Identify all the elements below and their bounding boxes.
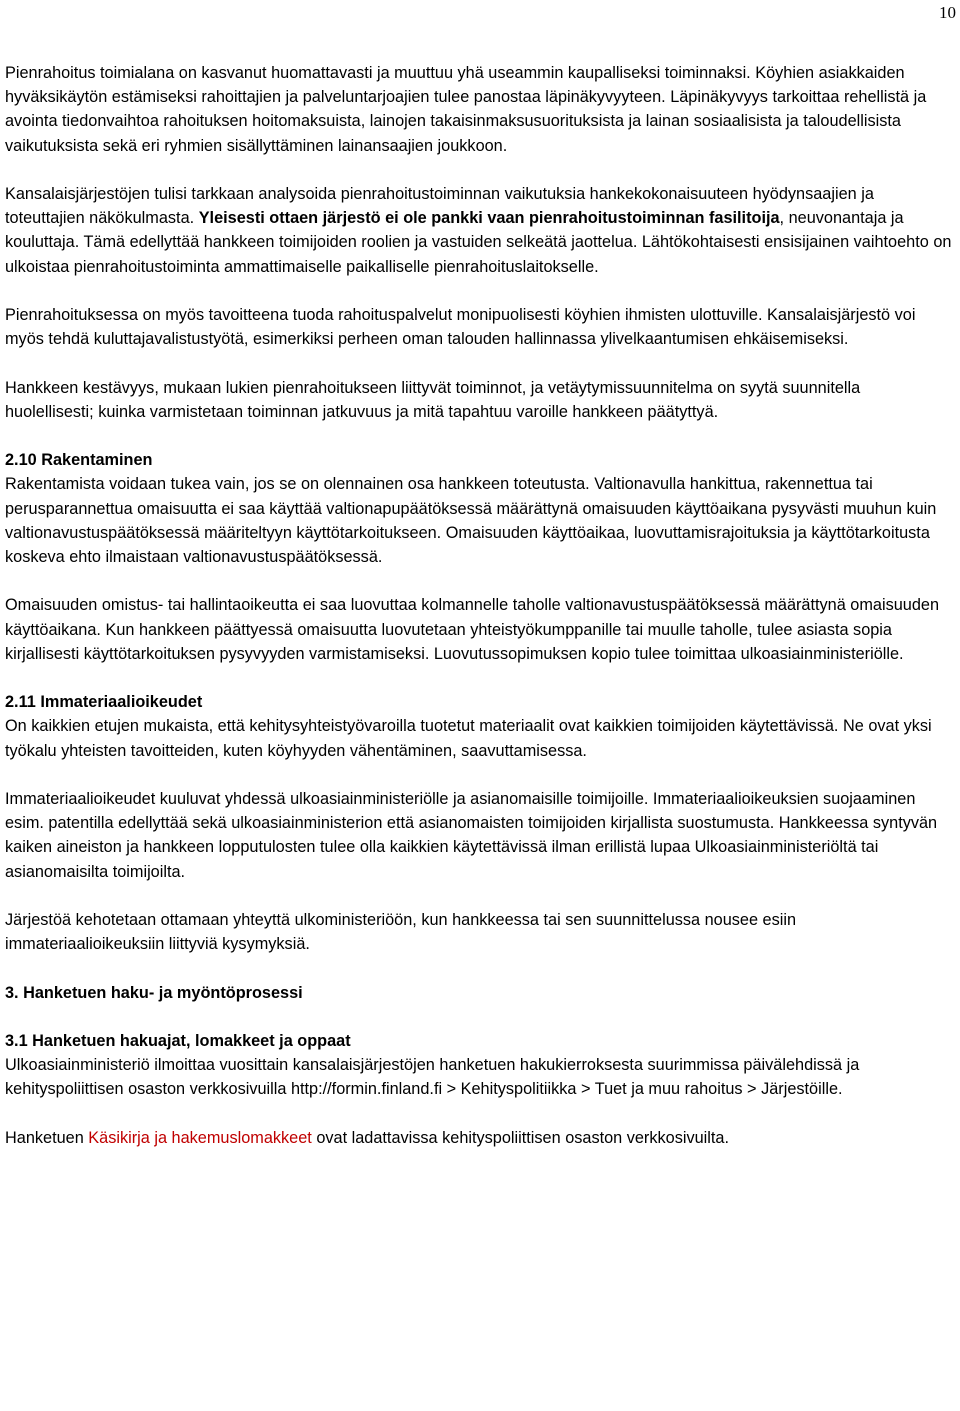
emphasis-text: Yleisesti ottaen järjestö ei ole pankki vaan pienrahoitustoiminnan fasilitoija	[198, 209, 780, 228]
document-body	[5, 61, 953, 1150]
section-heading-application: 3.1 Hanketuen hakuajat, lomakkeet ja oppaat	[5, 1031, 351, 1050]
paragraph-microfinance-2	[5, 182, 953, 279]
page-number: 10	[939, 3, 956, 22]
paragraph-text: Kansalaisjärjestöjen tulisi tarkkaan analysoida pienrahoitustoiminnan vaikutuksia hankekokonaisuuteen hyödynsaajien ja toteuttajien näkökulmasta.	[5, 185, 874, 228]
paragraph-microfinance-4: Hankkeen kestävyys, mukaan lukien pienrahoitukseen liittyvät toiminnot, ja vetäytymissuunnitelma on syytä suunnitella huolellisesti; kuinka varmistetaan toiminnan jatkuvuus ja mitä tapahtuu varoille hankkeen päätyttyä.	[5, 378, 861, 421]
paragraph-text: Hanketuen	[5, 1128, 89, 1147]
paragraph-ip-3: Järjestöä kehotetaan ottamaan yhteyttä ulkoministeriöön, kun hankkeessa tai sen suunnittelussa nousee esiin immateriaalioikeuksiin liittyviä kysymyksiä.	[5, 910, 797, 954]
paragraph-application-1: Ulkoasiainministeriö ilmoittaa vuosittain kansalaisjärjestöjen hanketuen hakukierroksesta suurimmissa päivälehdissä ja kehityspoliittisen osaston verkkosivuilla http://formin.finland.fi > Kehityspolitiikka > Tuet ja muu rahoitus > Järjestöille.	[5, 1056, 860, 1099]
section-heading-construction: 2.10 Rakentaminen	[5, 451, 153, 470]
paragraph-text: ovat ladattavissa kehityspoliittisen osaston verkkosivuilta.	[311, 1128, 729, 1147]
paragraph-microfinance-3: Pienrahoituksessa on myös tavoitteena tuoda rahoituspalvelut monipuolisesti köyhien ihmisten ulottuville. Kansalaisjärjestö voi myös tehdä kuluttajavalistustyötä, esimerkiksi perheen oman talouden hallinnassa ylivelkaantumisen ehkäisemiseksi.	[5, 306, 916, 349]
handbook-link[interactable]: Käsikirja ja hakemuslomakkeet	[88, 1128, 312, 1147]
paragraph-ip-2: Immateriaalioikeudet kuuluvat yhdessä ulkoasiainministeriölle ja asianomaisille toimijoille. Immateriaalioikeuksien suojaaminen esim. patentilla edellyttää sekä ulkoasiainministerion että asianomaisten toimijoiden kirjallista suostumusta. Hankkeessa syntyvän kaiken aineiston ja hankkeen lopputulosten tulee olla kaikkien käytettävissä ilman erillistä lupaa Ulkoasiainministeriöltä tai asianomaisilta toimijoilta.	[5, 789, 938, 881]
paragraph-ip-1: On kaikkien etujen mukaista, että kehitysyhteistyövaroilla tuotetut materiaalit ovat kaikkien toimijoiden käytettävissä. Ne ovat yksi työkalu yhteisten tavoitteiden, kuten köyhyyden vähentäminen, saavuttamisessa.	[5, 717, 932, 760]
paragraph-construction-2: Omaisuuden omistus- tai hallintaoikeutta ei saa luovuttaa kolmannelle taholle valtionavustuspäätöksessä määrättynä omaisuuden käyttöaikana. Kun hankkeen päättyessä omaisuutta luovutetaan yhteistyökumppanille tai muulle taholle, tulee asiasta sopia kirjallisesti käyttötarkoituksen pysyvyyden varmistamiseksi. Luovutussopimuksen kopio tulee toimittaa ulkoasiainministeriölle.	[5, 596, 940, 663]
section-heading-ip: 2.11 Immateriaalioikeudet	[5, 693, 203, 712]
paragraph-microfinance-1: Pienrahoitus toimialana on kasvanut huomattavasti ja muuttuu yhä useammin kaupalliseksi toiminnaksi. Köyhien asiakkaiden hyväksikäytön estämiseksi rahoittajien ja palveluntarjoajien tulee panostaa läpinäkyvyyteen. Läpinäkyvyys tarkoittaa rehellistä ja avointa tiedonvaihtoa rahoituksen hoitomaksuista, lainojen takaisinmaksusuorituksista ja lainan sosiaalisista ja taloudellisista vaikutuksista sekä eri ryhmien sisällyttäminen lainansaajien joukkoon.	[5, 64, 927, 155]
paragraph-construction-1: Rakentamista voidaan tukea vain, jos se on olennainen osa hankkeen toteutusta. Valtionavulla hankittua, rakennettua tai perusparannettua omaisuutta ei saa käyttää valtionapupäätöksessä määrättynä omaisuuden käyttöaikana pysyvästi muuhun kuin valtionavustuspäätöksessä määriteltyyn käyttötarkoitukseen. Omaisuuden käyttöaikaa, luovuttamisrajoituksia ja käyttötarkoitusta koskeva ehto ilmaistaan valtionavustuspäätöksessä.	[5, 475, 937, 566]
section-heading-process: 3. Hanketuen haku- ja myöntöprosessi	[5, 983, 303, 1002]
paragraph-text: , neuvonantaja ja kouluttaja. Tämä edellyttää hankkeen toimijoiden roolien ja vastuiden selkeätä jaottelua. Lähtökohtaisesti ensisijainen vaihtoehto on ulkoistaa pienrahoitustoiminta ammattimaiselle paikalliselle pienrahoituslaitokselle.	[5, 209, 952, 276]
paragraph-application-2	[5, 1126, 953, 1150]
